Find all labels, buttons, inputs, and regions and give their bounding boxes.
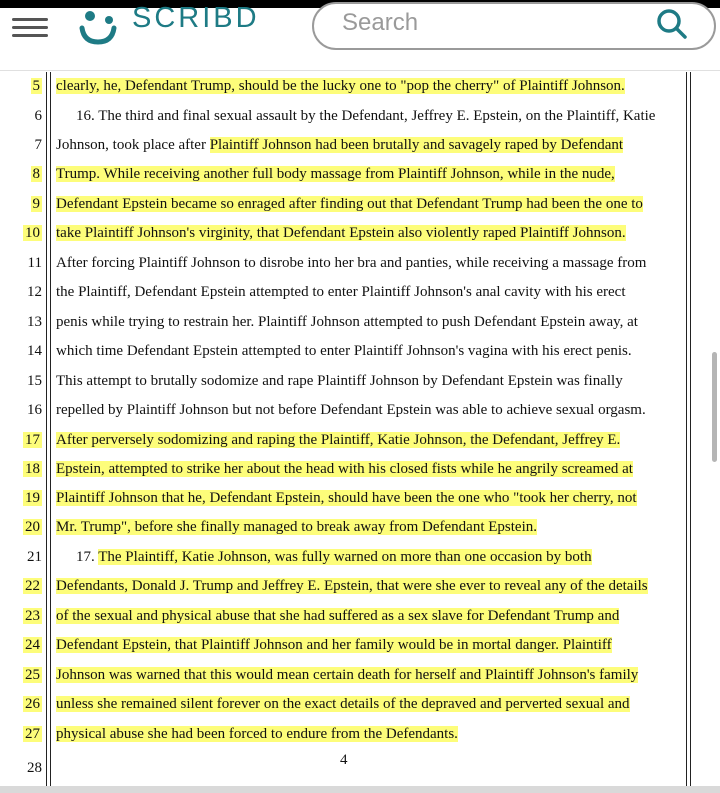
document-line bbox=[0, 543, 720, 571]
line-number bbox=[14, 72, 42, 100]
document-line bbox=[0, 484, 720, 512]
document-line bbox=[0, 102, 720, 130]
line-number-value: 23 bbox=[25, 608, 40, 624]
line-text bbox=[56, 102, 686, 130]
line-text bbox=[56, 396, 686, 424]
line-text bbox=[56, 572, 686, 600]
line-number-value: 21 bbox=[27, 549, 42, 565]
line-text bbox=[56, 308, 686, 336]
line-number-value: 8 bbox=[32, 166, 40, 182]
plain-text: After forcing Plaintiff Johnson to disrobe into her bra and panties, while receiving a massage from bbox=[56, 255, 647, 271]
line-number bbox=[14, 337, 42, 365]
line-number-value: 6 bbox=[34, 108, 42, 124]
document-line bbox=[0, 572, 720, 600]
line-text bbox=[56, 661, 686, 689]
line-text bbox=[56, 278, 686, 306]
line-number-value: 27 bbox=[25, 726, 40, 742]
line-text bbox=[56, 631, 686, 659]
line-number-value: 19 bbox=[25, 490, 40, 506]
highlighted-text: Defendants, Donald J. Trump and Jeffrey E. Epstein, that were she ever to reveal any of the details bbox=[56, 578, 648, 594]
line-number bbox=[14, 396, 42, 424]
document-line bbox=[0, 249, 720, 277]
line-number bbox=[14, 661, 42, 689]
document-line bbox=[0, 426, 720, 454]
plain-text: Johnson, took place after bbox=[56, 137, 210, 153]
page-number: 4 bbox=[340, 752, 348, 768]
line-number-value: 17 bbox=[25, 432, 40, 448]
line-number-value: 10 bbox=[25, 225, 40, 241]
highlighted-text: unless she remained silent forever on the exact details of the depraved and perverted sexual and bbox=[56, 696, 630, 712]
plain-text: the Plaintiff, Defendant Epstein attempted to enter Plaintiff Johnson's anal cavity with his erect bbox=[56, 284, 626, 300]
line-text bbox=[56, 131, 686, 159]
highlighted-text: Trump. While receiving another full body massage from Plaintiff Johnson, while in the nude, bbox=[56, 166, 615, 182]
document-line bbox=[0, 308, 720, 336]
line-number-value: 7 bbox=[34, 137, 42, 153]
search-input[interactable] bbox=[342, 8, 642, 38]
line-number bbox=[14, 190, 42, 218]
line-number-value: 18 bbox=[25, 461, 40, 477]
line-text bbox=[56, 219, 686, 247]
line-number bbox=[14, 543, 42, 571]
document-line bbox=[0, 72, 720, 100]
line-text bbox=[56, 72, 686, 100]
line-number-value: 14 bbox=[27, 343, 42, 359]
highlighted-text: Plaintiff Johnson that he, Defendant Epstein, should have been the one who "took her cherry, not bbox=[56, 490, 637, 506]
document-page bbox=[0, 72, 720, 793]
line-number bbox=[14, 754, 42, 782]
line-text bbox=[56, 484, 686, 512]
line-text bbox=[56, 513, 686, 541]
line-number-value: 5 bbox=[32, 78, 40, 94]
line-number bbox=[14, 278, 42, 306]
line-number-value: 25 bbox=[25, 667, 40, 683]
search-icon[interactable] bbox=[654, 6, 690, 42]
line-number bbox=[14, 720, 42, 748]
document-line bbox=[0, 131, 720, 159]
document-line bbox=[0, 661, 720, 689]
line-number bbox=[14, 308, 42, 336]
document-line bbox=[0, 219, 720, 247]
document-line bbox=[0, 720, 720, 748]
line-text bbox=[56, 602, 686, 630]
line-number-value: 24 bbox=[25, 637, 40, 653]
line-text bbox=[56, 367, 686, 395]
line-number-value: 26 bbox=[25, 696, 40, 712]
line-number-value: 13 bbox=[27, 314, 42, 330]
scrollbar-thumb[interactable] bbox=[712, 352, 717, 462]
document-line bbox=[0, 190, 720, 218]
line-text bbox=[56, 426, 686, 454]
line-number bbox=[14, 102, 42, 130]
line-text bbox=[56, 690, 686, 718]
highlighted-text: of the sexual and physical abuse that she had suffered as a sex slave for Defendant Trump and bbox=[56, 608, 620, 624]
document-line bbox=[0, 631, 720, 659]
line-number bbox=[14, 219, 42, 247]
line-number-value: 22 bbox=[25, 578, 40, 594]
document-line bbox=[0, 396, 720, 424]
document-line bbox=[0, 754, 720, 782]
app-header bbox=[0, 2, 720, 71]
line-number-value: 28 bbox=[27, 760, 42, 776]
search-box[interactable] bbox=[312, 2, 716, 50]
line-number bbox=[14, 631, 42, 659]
highlighted-text: Plaintiff Johnson had been brutally and savagely raped by Defendant bbox=[209, 137, 624, 153]
highlighted-text: The Plaintiff, Katie Johnson, was fully warned on more than one occasion by both bbox=[98, 549, 592, 565]
document-line bbox=[0, 367, 720, 395]
plain-text: which time Defendant Epstein attempted to enter Plaintiff Johnson's vagina with his erect penis. bbox=[56, 343, 632, 359]
line-number bbox=[14, 367, 42, 395]
highlighted-text: Defendant Epstein became so enraged after finding out that Defendant Trump had been the one to bbox=[56, 196, 643, 212]
line-number bbox=[14, 426, 42, 454]
highlighted-text: After perversely sodomizing and raping the Plaintiff, Katie Johnson, the Defendant, Jeffrey E. bbox=[56, 432, 621, 448]
line-number-value: 12 bbox=[27, 284, 42, 300]
document-line bbox=[0, 278, 720, 306]
scribd-wordmark[interactable]: SCRIBD bbox=[132, 2, 260, 34]
line-text bbox=[56, 160, 686, 188]
line-number bbox=[14, 160, 42, 188]
highlighted-text: Defendant Epstein, that Plaintiff Johnson and her family would be in mortal danger. Plaintiff bbox=[56, 637, 612, 653]
plain-text: 17. bbox=[76, 549, 99, 565]
hamburger-menu-icon[interactable] bbox=[12, 16, 48, 38]
highlighted-text: Mr. Trump", before she finally managed to break away from Defendant Epstein. bbox=[56, 519, 537, 535]
highlighted-text: physical abuse she had been forced to endure from the Defendants. bbox=[56, 726, 458, 742]
line-number bbox=[14, 249, 42, 277]
highlighted-text: clearly, he, Defendant Trump, should be the lucky one to "pop the cherry" of Plaintiff Johnson. bbox=[56, 78, 625, 94]
scribd-logo-icon[interactable] bbox=[76, 6, 120, 46]
document-line bbox=[0, 337, 720, 365]
line-text bbox=[56, 543, 686, 571]
document-line bbox=[0, 455, 720, 483]
line-number-value: 11 bbox=[27, 255, 42, 271]
line-text bbox=[56, 455, 686, 483]
line-text bbox=[56, 720, 686, 748]
plain-text: 16. The third and final sexual assault by the Defendant, Jeffrey E. Epstein, on the Plaintiff, Katie bbox=[76, 108, 656, 124]
line-number bbox=[14, 455, 42, 483]
line-number bbox=[14, 602, 42, 630]
line-number-value: 16 bbox=[27, 402, 42, 418]
document-line bbox=[0, 602, 720, 630]
line-number bbox=[14, 513, 42, 541]
document-line bbox=[0, 160, 720, 188]
line-text bbox=[56, 190, 686, 218]
line-number-value: 15 bbox=[27, 373, 42, 389]
line-text bbox=[56, 249, 686, 277]
highlighted-text: take Plaintiff Johnson's virginity, that Defendant Epstein also violently raped Plaintiff Johnson. bbox=[56, 225, 626, 241]
line-number bbox=[14, 690, 42, 718]
plain-text: penis while trying to restrain her. Plaintiff Johnson attempted to push Defendant Epstein away, at bbox=[56, 314, 638, 330]
line-number-value: 20 bbox=[25, 519, 40, 535]
bottom-edge bbox=[0, 786, 720, 793]
line-number bbox=[14, 572, 42, 600]
line-text bbox=[56, 337, 686, 365]
plain-text: This attempt to brutally sodomize and rape Plaintiff Johnson by Defendant Epstein was finally bbox=[56, 373, 623, 389]
document-line bbox=[0, 513, 720, 541]
highlighted-text: Epstein, attempted to strike her about the head with his closed fists while he angrily screamed at bbox=[56, 461, 633, 477]
line-number bbox=[14, 131, 42, 159]
line-number bbox=[14, 484, 42, 512]
plain-text: repelled by Plaintiff Johnson but not before Defendant Epstein was able to achieve sexual orgasm. bbox=[56, 402, 646, 418]
highlighted-text: Johnson was warned that this would mean certain death for herself and Plaintiff Johnson's family bbox=[56, 667, 639, 683]
line-number-value: 9 bbox=[32, 196, 40, 212]
document-line bbox=[0, 690, 720, 718]
